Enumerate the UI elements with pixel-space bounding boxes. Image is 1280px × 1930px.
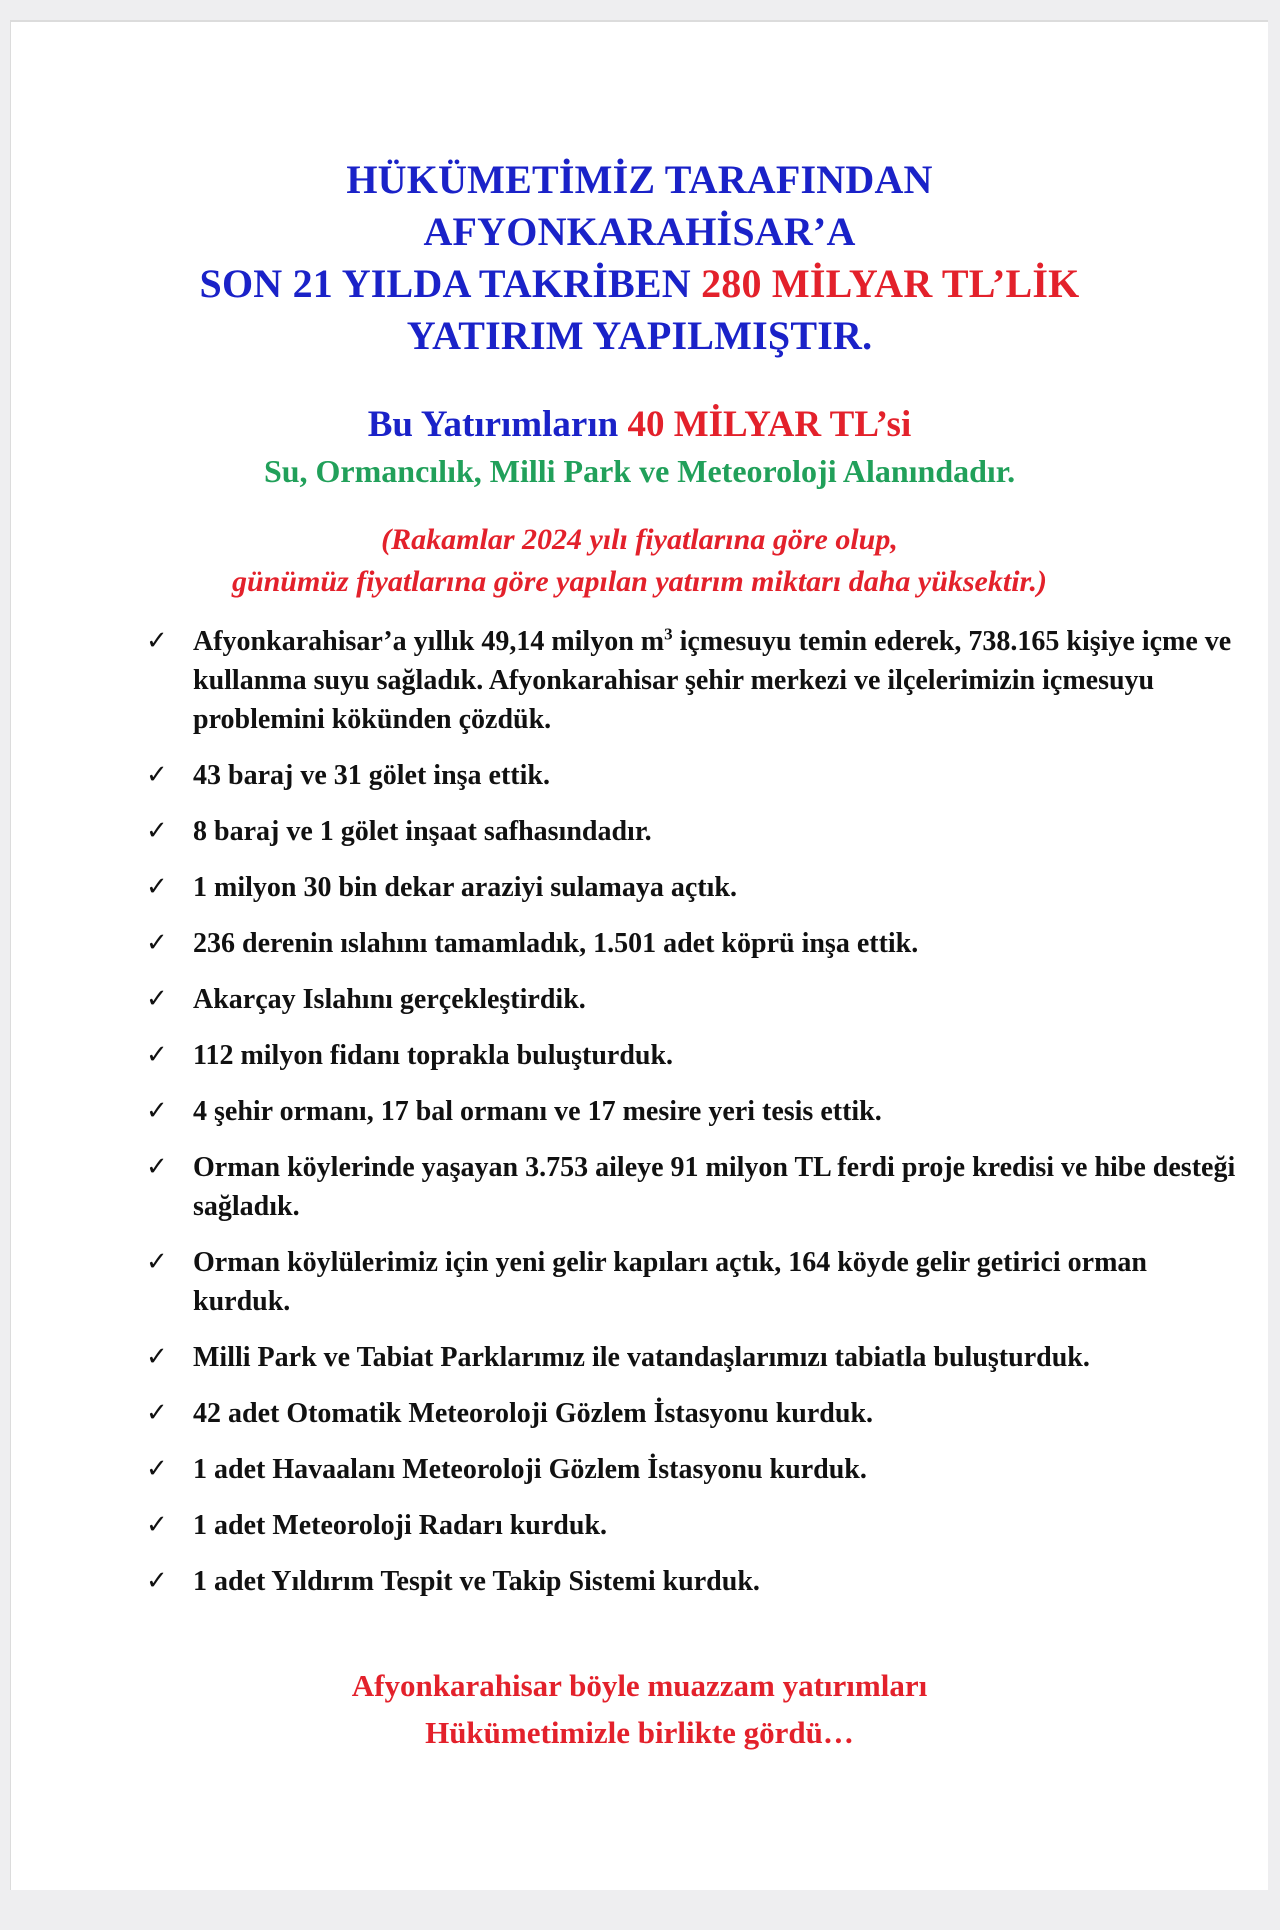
closing-line-2: Hükümetimizle birlikte gördü… <box>425 1715 854 1750</box>
list-item-text: Orman köylerinde yaşayan 3.753 aileye 91 milyon TL ferdi proje kredisi ve hibe desteği sağladık. <box>193 1152 1236 1222</box>
closing-statement <box>11 1662 1268 1756</box>
list-item-text: 43 baraj ve 31 gölet inşa ettik. <box>193 760 550 791</box>
checkmark-icon: ✓ <box>146 1510 168 1540</box>
list-item <box>146 868 1236 907</box>
checkmark-icon: ✓ <box>146 872 168 902</box>
list-item-text: 1 milyon 30 bin dekar araziyi sulamaya açtık. <box>193 872 737 903</box>
headline-line-4: YATIRIM YAPILMIŞTIR. <box>406 313 873 358</box>
subheading-areas: Su, Ormancılık, Milli Park ve Meteoroloji Alanındadır. <box>263 453 1016 489</box>
list-item-text: Afyonkarahisar’a yıllık 49,14 milyon m <box>193 626 665 657</box>
closing-line-1: Afyonkarahisar böyle muazzam yatırımları <box>351 1668 928 1703</box>
list-item <box>146 980 1236 1019</box>
list-item-text-continued: içmesuyu temin ederek, 738.165 kişiye içme ve kullanma suyu sağladık. Afyonkarahisar şehir merkezi ve ilçelerimizin içmesuyu problemini kökünden çözdük. <box>193 626 1232 735</box>
subheading-prefix: Bu Yatırımların <box>367 404 628 445</box>
headline-line-3-prefix: SON 21 YILDA TAKRİBEN <box>199 261 702 306</box>
list-item <box>146 1148 1236 1226</box>
checkmark-icon: ✓ <box>146 1454 168 1484</box>
list-item-text: 4 şehir ormanı, 17 bal ormanı ve 17 mesire yeri tesis ettik. <box>193 1096 882 1127</box>
list-item-superscript: 3 <box>664 624 673 644</box>
list-item-text: Akarçay Islahını gerçekleştirdik. <box>193 984 586 1015</box>
checkmark-icon: ✓ <box>146 1398 168 1428</box>
list-item-text: 1 adet Yıldırım Tespit ve Takip Sistemi kurduk. <box>193 1566 760 1597</box>
price-note-line-1: (Rakamlar 2024 yılı fiyatlarına göre olup, <box>381 523 898 556</box>
checkmark-icon: ✓ <box>146 1096 168 1126</box>
checkmark-icon: ✓ <box>146 1040 168 1070</box>
checkmark-icon: ✓ <box>146 984 168 1014</box>
list-item <box>146 1092 1236 1131</box>
headline <box>11 154 1268 362</box>
headline-line-1: HÜKÜMETİMİZ TARAFINDAN <box>346 157 933 202</box>
list-item <box>146 1562 1236 1601</box>
headline-line-3 <box>11 258 1268 310</box>
list-item <box>146 924 1236 963</box>
price-note <box>11 519 1268 603</box>
headline-line-2: AFYONKARAHİSAR’A <box>423 209 856 254</box>
checkmark-icon: ✓ <box>146 1342 168 1372</box>
list-item-text: 112 milyon fidanı toprakla buluşturduk. <box>193 1040 674 1071</box>
list-item <box>146 622 1236 739</box>
price-note-line-2: günümüz fiyatlarına göre yapılan yatırım miktarı daha yüksektir.) <box>231 565 1048 598</box>
list-item-text: 236 derenin ıslahını tamamladık, 1.501 adet köprü inşa ettik. <box>193 928 919 959</box>
list-item-text: 1 adet Havaalanı Meteoroloji Gözlem İstasyonu kurduk. <box>193 1454 867 1485</box>
list-item <box>146 756 1236 795</box>
checkmark-icon: ✓ <box>146 928 168 958</box>
checkmark-icon: ✓ <box>146 626 168 656</box>
list-item <box>146 1243 1236 1321</box>
list-item <box>146 1506 1236 1545</box>
checkmark-icon: ✓ <box>146 1566 168 1596</box>
list-item <box>146 1450 1236 1489</box>
achievements-list <box>146 622 1236 1618</box>
list-item <box>146 812 1236 851</box>
list-item <box>146 1394 1236 1433</box>
subheading <box>11 402 1268 448</box>
document-page <box>10 20 1268 1890</box>
checkmark-icon: ✓ <box>146 1152 168 1182</box>
list-item-text: 1 adet Meteoroloji Radarı kurduk. <box>193 1510 608 1541</box>
list-item-text: 42 adet Otomatik Meteoroloji Gözlem İstasyonu kurduk. <box>193 1398 874 1429</box>
checkmark-icon: ✓ <box>146 760 168 790</box>
list-item-text: Milli Park ve Tabiat Parklarımız ile vatandaşlarımızı tabiatla buluşturduk. <box>193 1342 1090 1373</box>
list-item <box>146 1036 1236 1075</box>
checkmark-icon: ✓ <box>146 1247 168 1277</box>
headline-total-amount: 280 MİLYAR TL’LİK <box>701 261 1080 306</box>
list-item <box>146 1338 1236 1377</box>
checkmark-icon: ✓ <box>146 816 168 846</box>
list-item-text: 8 baraj ve 1 gölet inşaat safhasındadır. <box>193 816 652 847</box>
subheading-amount: 40 MİLYAR TL’si <box>627 404 912 445</box>
list-item-text: Orman köylülerimiz için yeni gelir kapıları açtık, 164 köyde gelir getirici orman kurduk. <box>193 1247 1147 1317</box>
